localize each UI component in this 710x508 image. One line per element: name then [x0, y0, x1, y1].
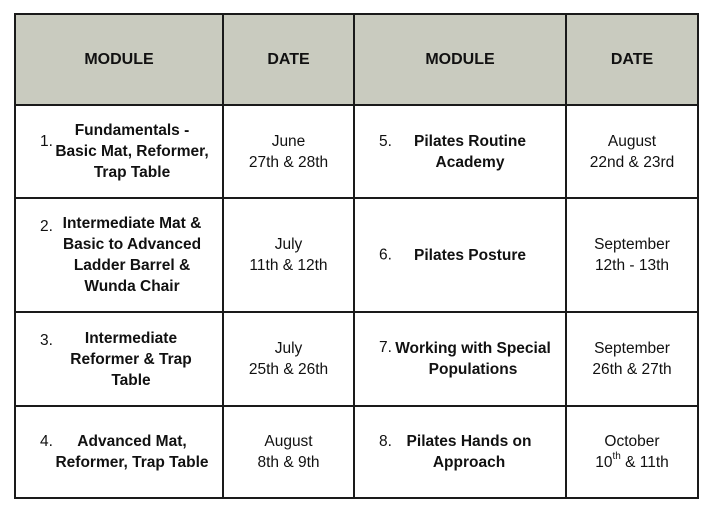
date-month: October	[604, 433, 660, 450]
module-title: Pilates Hands on Approach	[406, 433, 532, 471]
module-number: 4.	[40, 433, 53, 450]
date-month: September	[594, 340, 670, 357]
module-cell	[354, 406, 566, 498]
date-ordinal-suffix: th	[612, 450, 621, 462]
module-number: 5.	[379, 133, 392, 150]
header-row	[15, 14, 698, 105]
date-cell	[566, 312, 698, 406]
header-date-2: DATE	[566, 14, 698, 105]
module-schedule-table	[14, 13, 699, 499]
module-cell	[354, 312, 566, 406]
date-month: June	[271, 132, 306, 150]
module-cell	[354, 198, 566, 312]
header-module-2: MODULE	[354, 14, 566, 105]
module-cell	[15, 312, 223, 406]
module-title: Advanced Mat, Reformer, Trap Table	[55, 433, 209, 471]
module-number: 7.	[379, 339, 392, 356]
module-number: 8.	[379, 433, 392, 450]
date-days: 22nd & 23rd	[589, 153, 675, 171]
module-title: Pilates Routine Academy	[414, 132, 526, 171]
module-title: Working with Special Populations	[395, 340, 551, 378]
date-days: 11th & 12th	[249, 257, 328, 274]
date-cell	[223, 105, 354, 198]
date-month: September	[594, 236, 670, 253]
module-number: 6.	[379, 246, 392, 264]
date-cell	[223, 198, 354, 312]
header-date-1: DATE	[223, 14, 354, 105]
module-title: Intermediate Reformer & Trap Table	[70, 329, 192, 389]
date-days: 12th - 13th	[594, 257, 670, 274]
module-cell	[15, 406, 223, 498]
date-month: July	[274, 236, 303, 253]
date-days: 25th & 26th	[248, 361, 329, 378]
date-cell	[566, 406, 698, 498]
header-module-1: MODULE	[15, 14, 223, 105]
date-days	[567, 452, 697, 473]
date-days: 27th & 28th	[248, 153, 329, 171]
module-cell	[354, 105, 566, 198]
module-number: 2.	[40, 218, 53, 235]
date-day-end: & 11th	[620, 454, 669, 471]
module-title: Intermediate Mat & Basic to Advanced Ladder Barrel & Wunda Chair	[62, 215, 202, 295]
date-cell	[566, 105, 698, 198]
table-row	[15, 406, 698, 498]
date-cell	[223, 312, 354, 406]
table-row	[15, 312, 698, 406]
table-row	[15, 198, 698, 312]
date-days: 8th & 9th	[257, 454, 320, 471]
date-month: July	[274, 340, 303, 357]
module-cell	[15, 105, 223, 198]
date-cell	[223, 406, 354, 498]
module-title: Fundamentals - Basic Mat, Reformer, Trap Table	[55, 122, 209, 181]
module-number: 1.	[40, 133, 53, 150]
date-day-start: 10	[595, 454, 613, 471]
module-cell	[15, 198, 223, 312]
date-cell	[566, 198, 698, 312]
date-days: 26th & 27th	[592, 361, 672, 378]
module-title: Pilates Posture	[414, 246, 526, 264]
module-number: 3.	[40, 332, 53, 349]
table-row	[15, 105, 698, 198]
date-month: August	[264, 433, 313, 450]
date-month: August	[607, 132, 657, 150]
